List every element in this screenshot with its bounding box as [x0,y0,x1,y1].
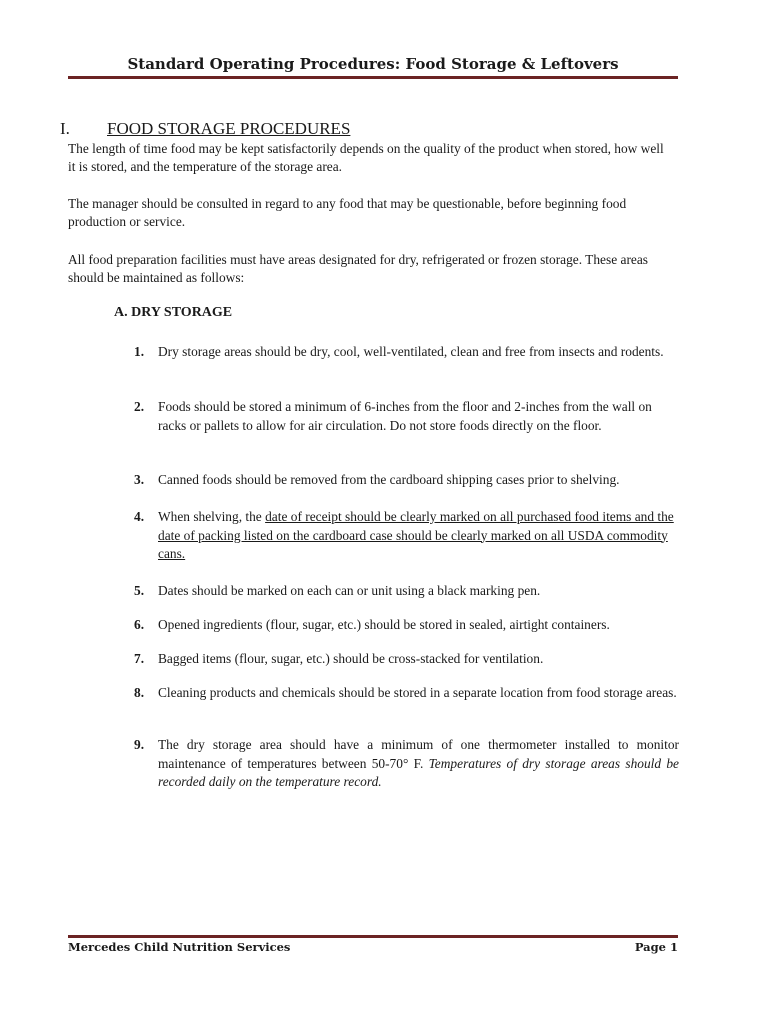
list-item [134,736,679,792]
intro-paragraph: The length of time food may be kept satisfactorily depends on the quality of the product when stored, how well it is stored, and the temperature of the storage area. [68,141,664,174]
footer-organization: Mercedes Child Nutrition Services [68,940,291,954]
list-item-number: 6. [134,617,145,632]
list-item-number: 5. [134,583,145,598]
list-item-number: 8. [134,685,145,700]
section-number: I. [60,119,70,138]
footer-rule [68,935,678,938]
list-item-text [158,508,679,564]
list-item-number: 7. [134,651,145,666]
list-item-text-italic: Temperatures of dry storage areas should be recorded daily on the temperature record. [158,755,679,789]
manager-paragraph: The manager should be consulted in regard to any food that may be questionable, before beginning food production or service. [68,196,627,229]
list-item-number: 1. [134,344,145,359]
list-item-text-lead: When shelving, the [158,509,266,524]
list-item-number: 4. [134,509,145,524]
list-item [134,471,679,490]
list-item-text: Dry storage areas should be dry, cool, well-ventilated, clean and free from insects and rodents. [158,344,664,359]
list-item-text: Canned foods should be removed from the cardboard shipping cases prior to shelving. [158,472,620,487]
list-item-text: Cleaning products and chemicals should be stored in a separate location from food storage areas. [158,685,677,700]
list-item-text: Opened ingredients (flour, sugar, etc.) should be stored in sealed, airtight containers. [158,617,610,632]
list-item [134,684,679,703]
list-item [134,582,679,601]
list-item [134,343,679,362]
footer-page-number: Page 1 [634,940,678,954]
list-item-number: 9. [134,737,145,752]
list-item-text: Foods should be stored a minimum of 6-inches from the floor and 2-inches from the wall on racks or pallets to allow for air circulation. Do not store foods directly on the floor. [158,399,652,433]
list-item-number: 3. [134,472,145,487]
list-item-text: Bagged items (flour, sugar, etc.) should be cross-stacked for ventilation. [158,651,544,666]
list-item-number: 2. [134,399,145,414]
section-title: FOOD STORAGE PROCEDURES [107,119,351,138]
list-item-text-lead: The dry storage area should have a minimum of one thermometer installed to monitor maintenance of temperatures between 50-70° F. [158,737,679,771]
list-item-text: Dates should be marked on each can or unit using a black marking pen. [158,583,541,598]
facilities-paragraph: All food preparation facilities must have areas designated for dry, refrigerated or frozen storage. These areas should be maintained as follows: [68,252,649,285]
subsection-heading: A. DRY STORAGE [114,305,233,320]
list-item [134,508,679,564]
section-heading [60,118,350,140]
list-item [134,398,679,435]
list-item-text [158,736,679,792]
header-rule [68,76,678,79]
list-item [134,616,679,635]
list-item [134,650,679,669]
page-header-title: Standard Operating Procedures: Food Storage & Leftovers [127,55,619,73]
list-item-text-underlined: date of receipt should be clearly marked on all purchased food items and the date of packing listed on the cardboard case should be clearly marked on all USDA commodity cans. [158,509,674,561]
